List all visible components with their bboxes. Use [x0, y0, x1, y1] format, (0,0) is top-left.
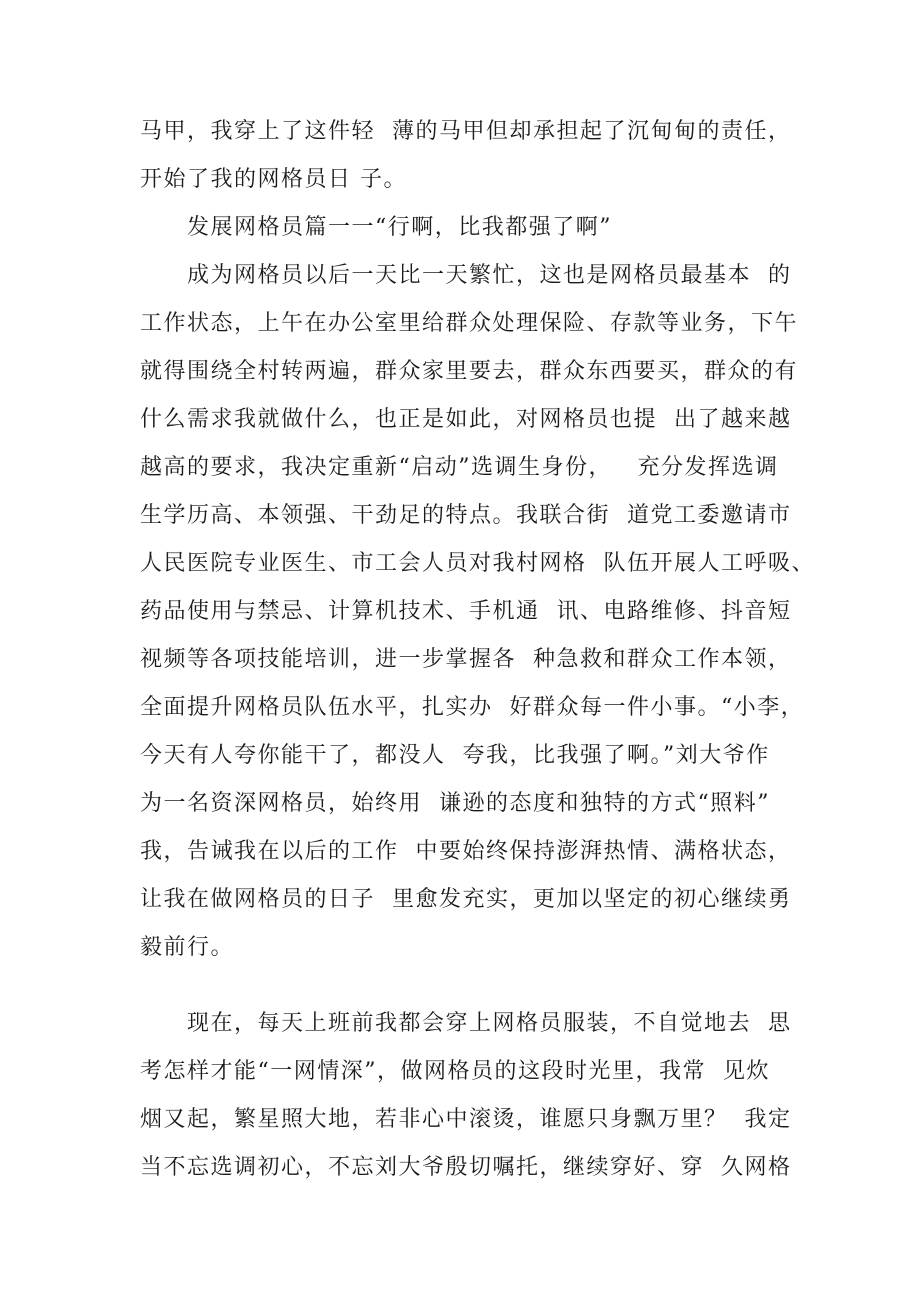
text-line: 什么需求我就做什么，也正是如此，对网格员也提 出了越来越: [140, 407, 792, 432]
text-line: 为一名资深网格员，始终用 谦逊的态度和独特的方式“照料”: [140, 791, 770, 816]
text-line: 药品使用与禁忌、计算机技术、手机通 讯、电路维修、抖音短: [140, 599, 792, 624]
paragraph-start: 现在，每天上班前我都会穿上网格员服装，不自觉地去 思: [187, 1011, 792, 1036]
paragraph-start: 成为网格员以后一天比一天繁忙，这也是网格员最基本 的: [187, 263, 792, 288]
text-line: 越高的要求，我决定重新“启动”选调生身份， 充分发挥选调: [140, 455, 779, 480]
text-line: 我，告诫我在以后的工作 中要始终保持澎湃热情、满格状态，: [140, 839, 792, 864]
text-line: 今天有人夸你能干了，都没人 夸我，比我强了啊。”刘大爷作: [140, 743, 770, 768]
text-line: 人民医院专业医生、市工会人员对我村网格 队伍开展人工呼吸、: [140, 551, 815, 576]
text-line: 全面提升网格员队伍水平，扎实办 好群众每一件小事。“小李，: [140, 695, 805, 720]
section-heading: 发展网格员篇一一“行啊，比我都强了啊”: [187, 215, 612, 240]
text-line: 工作状态，上午在办公室里给群众处理保险、存款等业务，下午: [140, 311, 799, 336]
text-line: 视频等各项技能培训，进一步掌握各 种急救和群众工作本领，: [140, 647, 792, 672]
text-line: 生学历高、本领强、干劲足的特点。我联合街 道党工委邀请市: [140, 503, 792, 528]
text-line: 毅前行。: [140, 935, 235, 960]
text-line: 当不忘选调初心，不忘刘大爷殷切嘱托，继续穿好、穿 久网格: [140, 1155, 792, 1180]
text-line: 考怎样才能“一网情深”，做网格员的这段时光里，我常 见炊: [140, 1059, 770, 1084]
text-line: 开始了我的网格员日 子。: [140, 167, 407, 192]
text-line: 烟又起，繁星照大地，若非心中滚烫，谁愿只身飘万里？ 我定: [140, 1107, 792, 1132]
text-line: 马甲，我穿上了这件轻 薄的马甲但却承担起了沉甸甸的责任，: [140, 119, 792, 144]
text-line: 就得围绕全村转两遍，群众家里要去，群众东西要买，群众的有: [140, 359, 799, 384]
text-line: 让我在做网格员的日子 里愈发充实，更加以坚定的初心继续勇: [140, 887, 792, 912]
